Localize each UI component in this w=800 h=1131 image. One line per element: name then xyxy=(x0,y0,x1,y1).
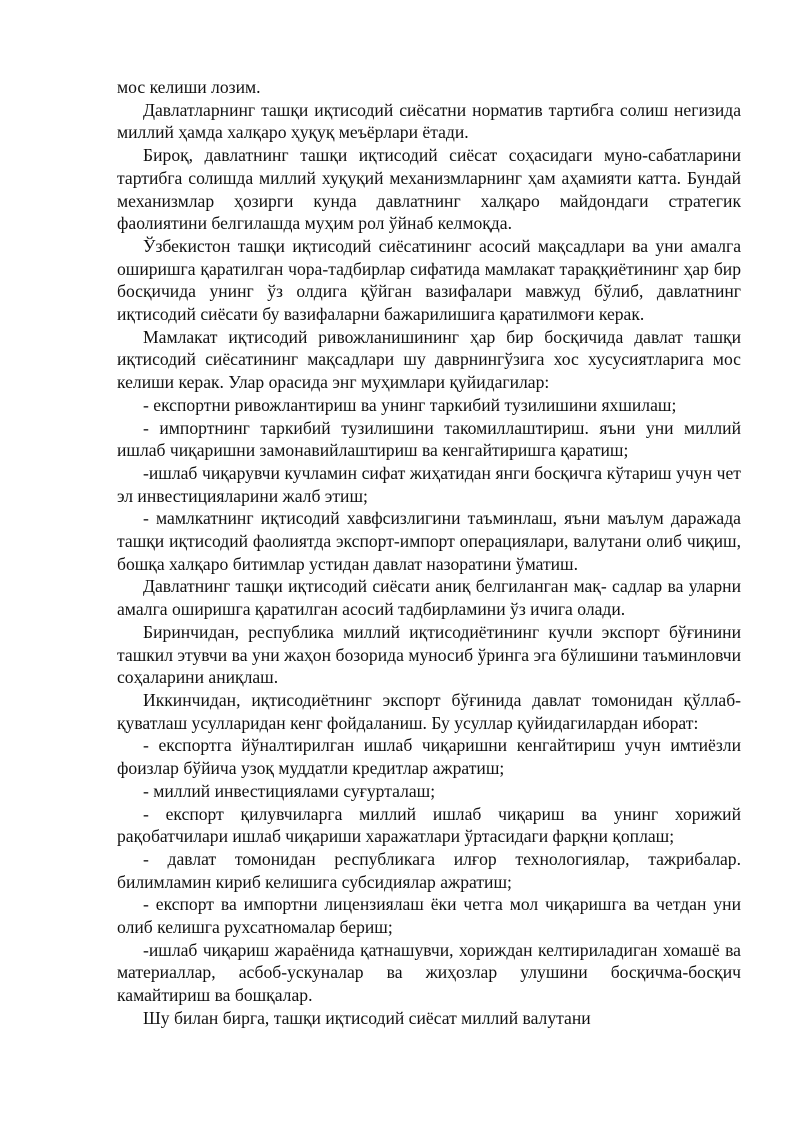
list-item: - импортнинг таркибий тузилишини такомиллаштириш. яъни уни миллий ишлаб чиқаришни замонавийлаштириш ва кенгайтиришга қаратиш; xyxy=(117,417,741,461)
paragraph: Мамлакат иқтисодий ривожланишининг ҳар бир босқичида давлат ташқи иқтисодий сиёсатининг мақсадлари шу даврнингўзига хос хусусиятларига мос келиши керак. Улар орасида энг муҳимлари қуйидагилар: xyxy=(117,326,741,393)
paragraph: Биринчидан, республика миллий иқтисодиётининг кучли экспорт бўғинини ташкил этувчи ва уни жаҳон бозорида муносиб ўринга эга бўлишини таъминловчи соҳаларини аниқлаш. xyxy=(117,621,741,688)
list-item: - експортга йўналтирилган ишлаб чиқаришни кенгайтириш учун имтиёзли фоизлар бўйича узоқ муддатли кредитлар ажратиш; xyxy=(117,735,741,779)
document-page xyxy=(117,76,741,1030)
list-item: - експортни ривожлантириш ва унинг таркибий тузилишини яхшилаш; xyxy=(143,394,677,415)
list-item: - експорт ва импортни лицензиялаш ёки четга мол чиқаришга ва четдан уни олиб келишга рухсатномалар бериш; xyxy=(117,894,741,938)
list-item: -ишлаб чиқарувчи кучламин сифат жиҳатидан янги босқичга кўтариш учун чет эл инвестицияларини жалб этиш; xyxy=(117,462,741,506)
list-item: - експорт қилувчиларга миллий ишлаб чиқариш ва унинг хорижий рақобатчилари ишлаб чиқариши харажатлари ўртасидаги фарқни қоплаш; xyxy=(117,803,741,847)
paragraph: Давлатларнинг ташқи иқтисодий сиёсатни норматив тартибга солиш негизида миллий ҳамда халқаро ҳуқуқ меъёрлари ётади. xyxy=(117,99,741,143)
paragraph: Шу билан бирга, ташқи иқтисодий сиёсат миллий валутани xyxy=(143,1007,591,1028)
list-item: -ишлаб чиқариш жараёнида қатнашувчи, хориждан келтириладиган хомашё ва материаллар, асбоб-ускуналар ва жиҳозлар улушини босқичма-босқич камайтириш ва бошқалар. xyxy=(117,939,741,1006)
paragraph: мос келиши лозим. xyxy=(117,77,261,97)
paragraph: Бироқ, давлатнинг ташқи иқтисодий сиёсат соҳасидаги муно-сабатларини тартибга солишда миллий хуқуқий механизмларнинг ҳам аҳамияти катта. Бундай механизмлар ҳозирги кунда давлатнинг халқаро майдондаги стратегик фаолиятини белгилашда муҳим рол ўйнаб келмоқда. xyxy=(117,145,741,234)
paragraph: Иккинчидан, иқтисодиётнинг экспорт бўғинида давлат томонидан қўллаб-қуватлаш усулларидан кенг фойдаланиш. Бу усуллар қуйидагилардан иборат: xyxy=(117,689,741,733)
paragraph: Ўзбекистон ташқи иқтисодий сиёсатининг асосий мақсадлари ва уни амалга оширишга қаратилган чора-тадбирлар сифатида мамлакат тараққиётининг ҳар бир босқичида унинг ўз олдига қўйган вазифалари мавжуд бўлиб, давлатнинг иқтисодий сиёсати бу вазифаларни бажарилишига қаратилмоғи керак. xyxy=(117,235,741,325)
list-item: - миллий инвестициялами суғурталаш; xyxy=(143,780,436,801)
paragraph: Давлатнинг ташқи иқтисодий сиёсати аниқ белгиланган мақ- садлар ва уларни амалга оширишга қаратилган асосий тадбирламини ўз ичига олади. xyxy=(117,576,741,620)
list-item: - мамлкатнинг иқтисодий хавфсизлигини таъминлаш, яъни маълум даражада ташқи иқтисодий фаолиятда экспорт-импорт операциялари, валутани олиб чиқиш, бошқа халқаро битимлар устидан давлат назоратини ўматиш. xyxy=(117,508,741,574)
list-item: - давлат томонидан республикага илғор технологиялар, тажрибалар. билимламин кириб келишига субсидиялар ажратиш; xyxy=(117,848,741,892)
